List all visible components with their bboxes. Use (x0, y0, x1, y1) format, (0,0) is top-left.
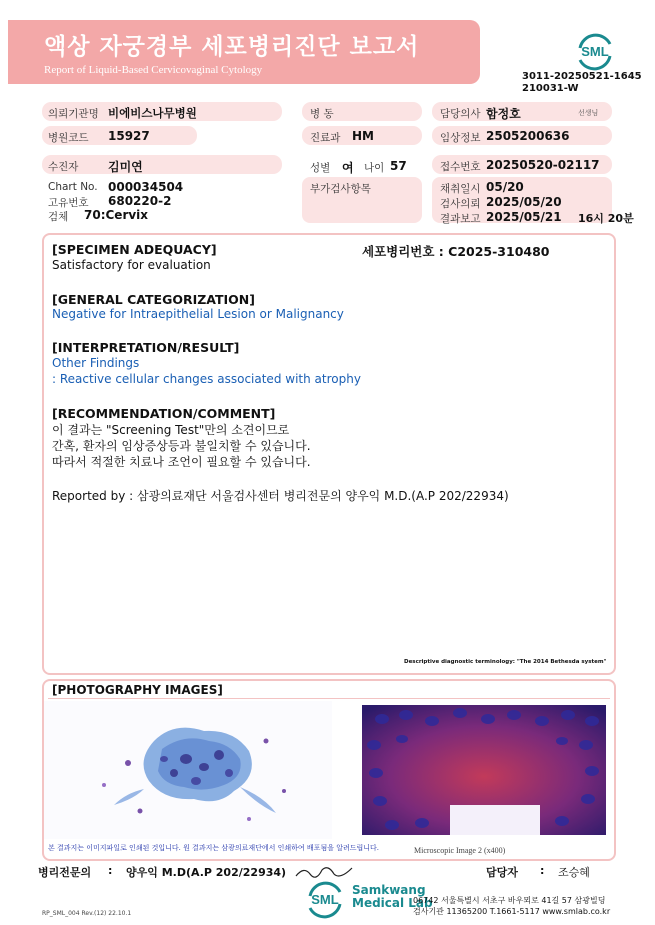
lab-address (413, 895, 610, 917)
lab-address-line2: 검사기관 11365200 T.1661-5117 www.smlab.co.kr (413, 907, 611, 916)
reported-by: Reported by : 삼광의료재단 서울검사센터 병리전문의 양우익 M.D.(A.P 202/22934) (52, 489, 509, 503)
chart-value: 000034504 (108, 180, 184, 194)
report-number (522, 71, 642, 95)
unique-no-label: 고유번호 (48, 197, 89, 209)
lab-address-line1: 06742 서울특별시 서초구 바우뫼로 41길 57 삼광빌딩 (413, 896, 606, 905)
result-label: 결과보고 (440, 213, 481, 225)
manager-colon: : (540, 864, 545, 877)
report-header-banner (8, 20, 480, 84)
result-time-value: 16시 20분 (578, 212, 634, 225)
recommendation-heading: [RECOMMENDATION/COMMENT] (52, 406, 276, 421)
doctor-value: 함정호 (486, 107, 521, 121)
dept-value: HM (352, 129, 374, 143)
brand-name-line2: Medical Lab (352, 896, 433, 910)
image-notice-caption: 본 결과지는 이미지파일로 인쇄된 것입니다. 원 결과지는 삼광의료재단에서 인쇄하여 배포됨을 알려드립니다. (48, 844, 379, 852)
manager-label: 담당자 (486, 866, 518, 879)
dept-label: 진료과 (310, 132, 341, 144)
sml-logo-text: SML (581, 44, 609, 59)
interpretation-text-1: Other Findings (52, 356, 140, 370)
report-body (42, 233, 616, 675)
adequacy-text: Satisfactory for evaluation (52, 258, 211, 272)
extra-tests-label: 부가검사항목 (310, 183, 371, 195)
interpretation-heading: [INTERPRETATION/RESULT] (52, 340, 240, 355)
receipt-label: 접수번호 (440, 161, 481, 173)
clinical-info-label: 임상정보 (440, 132, 481, 144)
form-number: RP_SML_004 Rev.(12) 22.10.1 (42, 910, 132, 917)
microscopic-image-2 (362, 705, 606, 835)
recommendation-text-3: 따라서 적절한 치료나 조언이 필요할 수 있습니다. (52, 455, 311, 469)
terminology-note: Descriptive diagnostic terminology: "The 2014 Bethesda system" (404, 659, 607, 665)
pathologist-label: 병리전문의 (38, 866, 92, 879)
recommendation-text-2: 간혹, 환자의 임상증상등과 불일치할 수 있습니다. (52, 439, 311, 453)
sex-value: 여 (342, 161, 354, 175)
doctor-suffix: 선생님 (578, 109, 599, 117)
hospital-code-value: 15927 (108, 129, 150, 143)
doctor-label: 담당의사 (440, 108, 481, 120)
report-number-line2: 210031-W (522, 83, 579, 94)
report-number-line1: 3011-20250521-1645 (522, 71, 642, 82)
sml-footer-logo-text: SML (311, 892, 339, 907)
photography-images-section (42, 679, 616, 861)
microscopic-image-1 (44, 701, 332, 839)
image-2-caption: Microscopic Image 2 (x400) (414, 846, 506, 855)
pathology-number: 세포병리번호 : C2025-310480 (362, 244, 550, 259)
general-heading: [GENERAL CATEGORIZATION] (52, 292, 255, 307)
report-subtitle: Report of Liquid-Based Cervicovaginal Cytology (44, 64, 263, 76)
result-date-value: 2025/05/21 (486, 210, 562, 224)
chart-label: Chart No. (48, 181, 98, 193)
interpretation-text-2: : Reactive cellular changes associated with atrophy (52, 372, 361, 386)
request-value: 2025/05/20 (486, 195, 562, 209)
recommendation-text-1: 이 결과는 "Screening Test"만의 소견이므로 (52, 423, 290, 437)
request-label: 검사의뢰 (440, 198, 481, 210)
unique-no-value: 680220-2 (108, 194, 172, 208)
collect-label: 채취일시 (440, 183, 481, 195)
institution-label: 의뢰기관명 (48, 108, 99, 120)
receipt-value: 20250520-02117 (486, 158, 600, 172)
hospital-code-label: 병원코드 (48, 132, 89, 144)
photography-heading: [PHOTOGRAPHY IMAGES] (52, 683, 223, 697)
adequacy-heading: [SPECIMEN ADEQUACY] (52, 242, 217, 257)
patient-label: 수진자 (48, 161, 79, 173)
specimen-value: 70:Cervix (84, 208, 149, 222)
institution-value: 비에비스나무병원 (108, 106, 197, 120)
age-value: 57 (390, 159, 407, 173)
general-text: Negative for Intraepithelial Lesion or Malignancy (52, 307, 344, 321)
pathologist-colon: : (108, 864, 113, 877)
age-label: 나이 (364, 162, 385, 174)
photography-divider (48, 698, 610, 699)
pathologist-name: 양우익 M.D(A.P 202/22934) (126, 866, 287, 879)
brand-name-line1: Samkwang (352, 883, 426, 897)
clinical-info-value: 2505200636 (486, 129, 570, 143)
sex-label: 성별 (310, 162, 331, 174)
specimen-label: 검체 (48, 211, 69, 223)
sml-footer-logo-icon (304, 878, 346, 920)
report-title: 액상 자궁경부 세포병리진단 보고서 (44, 34, 420, 60)
ward-label: 병 동 (310, 108, 334, 120)
patient-value: 김미연 (108, 160, 143, 174)
sml-logo-icon (574, 30, 616, 72)
collect-value: 05/20 (486, 180, 524, 194)
manager-name: 조승혜 (558, 866, 590, 879)
